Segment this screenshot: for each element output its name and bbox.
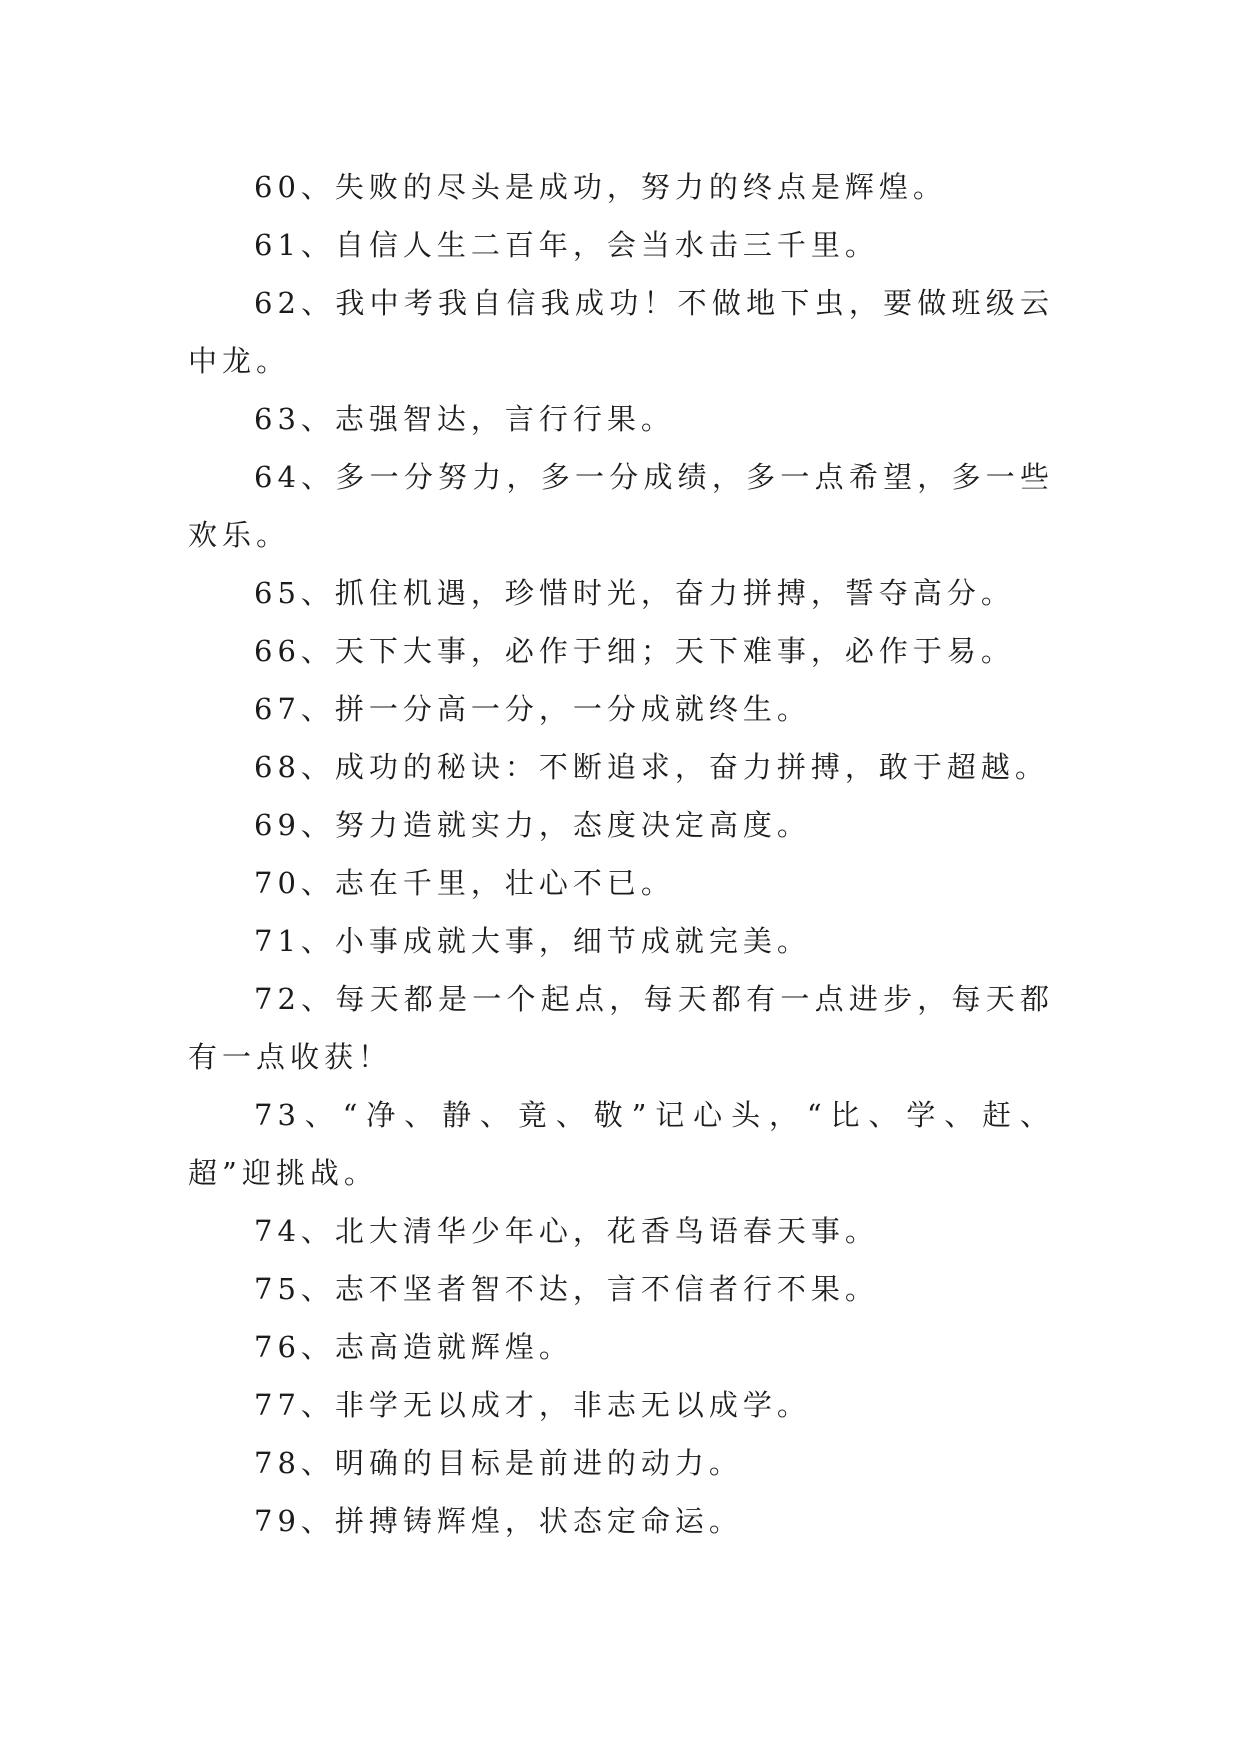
- paragraph-60: 60、失败的尽头是成功，努力的终点是辉煌。: [254, 170, 947, 204]
- paragraph-75: 75、志不坚者智不达，言不信者行不果。: [254, 1272, 879, 1306]
- paragraph-71: 71、小事成就大事，细节成就完美。: [254, 924, 811, 958]
- paragraph-69: 69、努力造就实力，态度决定高度。: [254, 808, 811, 842]
- paragraph-72: 72、每天都是一个起点，每天都有一点进步，每天都有一点收获！: [188, 982, 1054, 1074]
- paragraph-68: 68、成功的秘诀：不断追求，奋力拼搏，敢于超越。: [254, 750, 1049, 784]
- paragraph-78: 78、明确的目标是前进的动力。: [254, 1446, 743, 1480]
- paragraph-64: 64、多一分努力，多一分成绩，多一点希望，多一些欢乐。: [188, 460, 1054, 552]
- document-body: [188, 158, 1054, 1550]
- paragraph-73: 73、“净、静、竟、敬”记心头，“比、学、赶、超”迎挑战。: [188, 1098, 1054, 1190]
- paragraph-79: 79、拼搏铸辉煌，状态定命运。: [254, 1504, 743, 1538]
- paragraph-66: 66、天下大事，必作于细；天下难事，必作于易。: [254, 634, 1015, 668]
- paragraph-77: 77、非学无以成才，非志无以成学。: [254, 1388, 811, 1422]
- paragraph-65: 65、抓住机遇，珍惜时光，奋力拼搏，誓夺高分。: [254, 576, 1015, 610]
- paragraph-70: 70、志在千里，壮心不已。: [254, 866, 675, 900]
- paragraph-62: 62、我中考我自信我成功！不做地下虫，要做班级云中龙。: [188, 286, 1054, 378]
- paragraph-76: 76、志高造就辉煌。: [254, 1330, 573, 1364]
- paragraph-74: 74、北大清华少年心，花香鸟语春天事。: [254, 1214, 879, 1248]
- paragraph-63: 63、志强智达，言行行果。: [254, 402, 675, 436]
- paragraph-67: 67、拼一分高一分，一分成就终生。: [254, 692, 811, 726]
- paragraph-61: 61、自信人生二百年，会当水击三千里。: [254, 228, 879, 262]
